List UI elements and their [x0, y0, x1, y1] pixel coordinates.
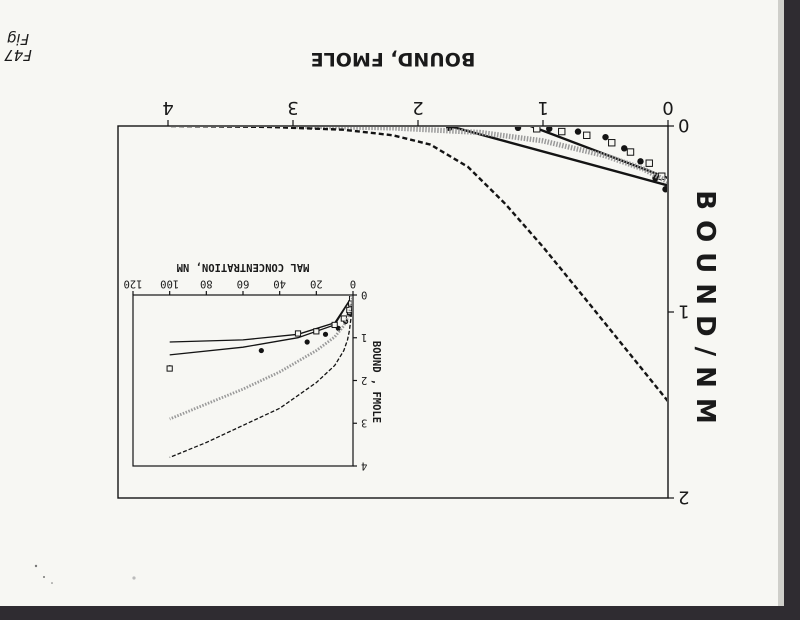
inset-series-1-point — [323, 332, 328, 337]
inset-series-1-point — [305, 339, 310, 344]
inset-y-tick-label: 0 — [361, 288, 368, 301]
inset-y-label: BOUND , FMOLE — [370, 340, 382, 424]
inset-series-1-point — [259, 348, 264, 353]
margin-note-line2: Fig — [6, 30, 30, 48]
inset-x-tick-label: 40 — [273, 277, 286, 290]
inset-x-tick-label: 20 — [310, 277, 323, 290]
inset-plot-frame — [133, 295, 353, 466]
main-x-label: BOUND, FMOLE — [310, 48, 476, 70]
inset-x-tick-label: 80 — [200, 277, 213, 290]
paper-edge-shadow — [778, 0, 784, 606]
main-y-tick-label: 2 — [678, 486, 690, 508]
inset-series-2-point — [167, 366, 172, 371]
main-series-2-point — [584, 132, 590, 138]
inset-x-tick-label: 0 — [349, 277, 357, 290]
inset-series-2-point — [332, 322, 337, 327]
main-x-tick-label: 3 — [287, 97, 299, 118]
inset-x-tick-label: 120 — [123, 277, 143, 290]
inset-y-tick-label: 2 — [361, 373, 368, 386]
margin-note — [4, 30, 32, 64]
main-x-tick-label: 4 — [162, 97, 174, 118]
inset-series-2-point — [295, 331, 300, 336]
margin-note-line1: F47 — [4, 46, 32, 64]
main-y-label: BOUND/NM — [690, 190, 720, 434]
inset-y-tick-label: 1 — [361, 331, 368, 344]
main-y-tick-label: 1 — [678, 300, 690, 322]
inset-x-tick-label: 100 — [160, 277, 180, 290]
main-series-1-point — [602, 134, 608, 140]
main-series-1-point — [621, 145, 627, 151]
inset-series-2-point — [341, 316, 346, 321]
main-series-2-point — [646, 160, 652, 166]
inset-y-tick-label: 3 — [361, 416, 368, 429]
main-x-tick-label: 1 — [537, 97, 549, 118]
main-x-tick-label: 0 — [662, 97, 674, 118]
main-y-tick-label: 0 — [678, 114, 690, 136]
inset-x-tick-label: 60 — [236, 277, 250, 290]
main-x-tick-label: 2 — [412, 97, 424, 118]
inset-x-label: MAL CONCENTRATION, NM — [176, 261, 310, 273]
main-series-2-point — [609, 140, 615, 146]
main-series-1-point — [637, 158, 643, 164]
main-series-1-point — [575, 128, 581, 134]
inset-y-tick-label: 4 — [361, 459, 368, 472]
inset-series-2-point — [314, 329, 319, 334]
main-series-2-point — [627, 149, 633, 155]
main-series-2-point — [559, 128, 565, 134]
